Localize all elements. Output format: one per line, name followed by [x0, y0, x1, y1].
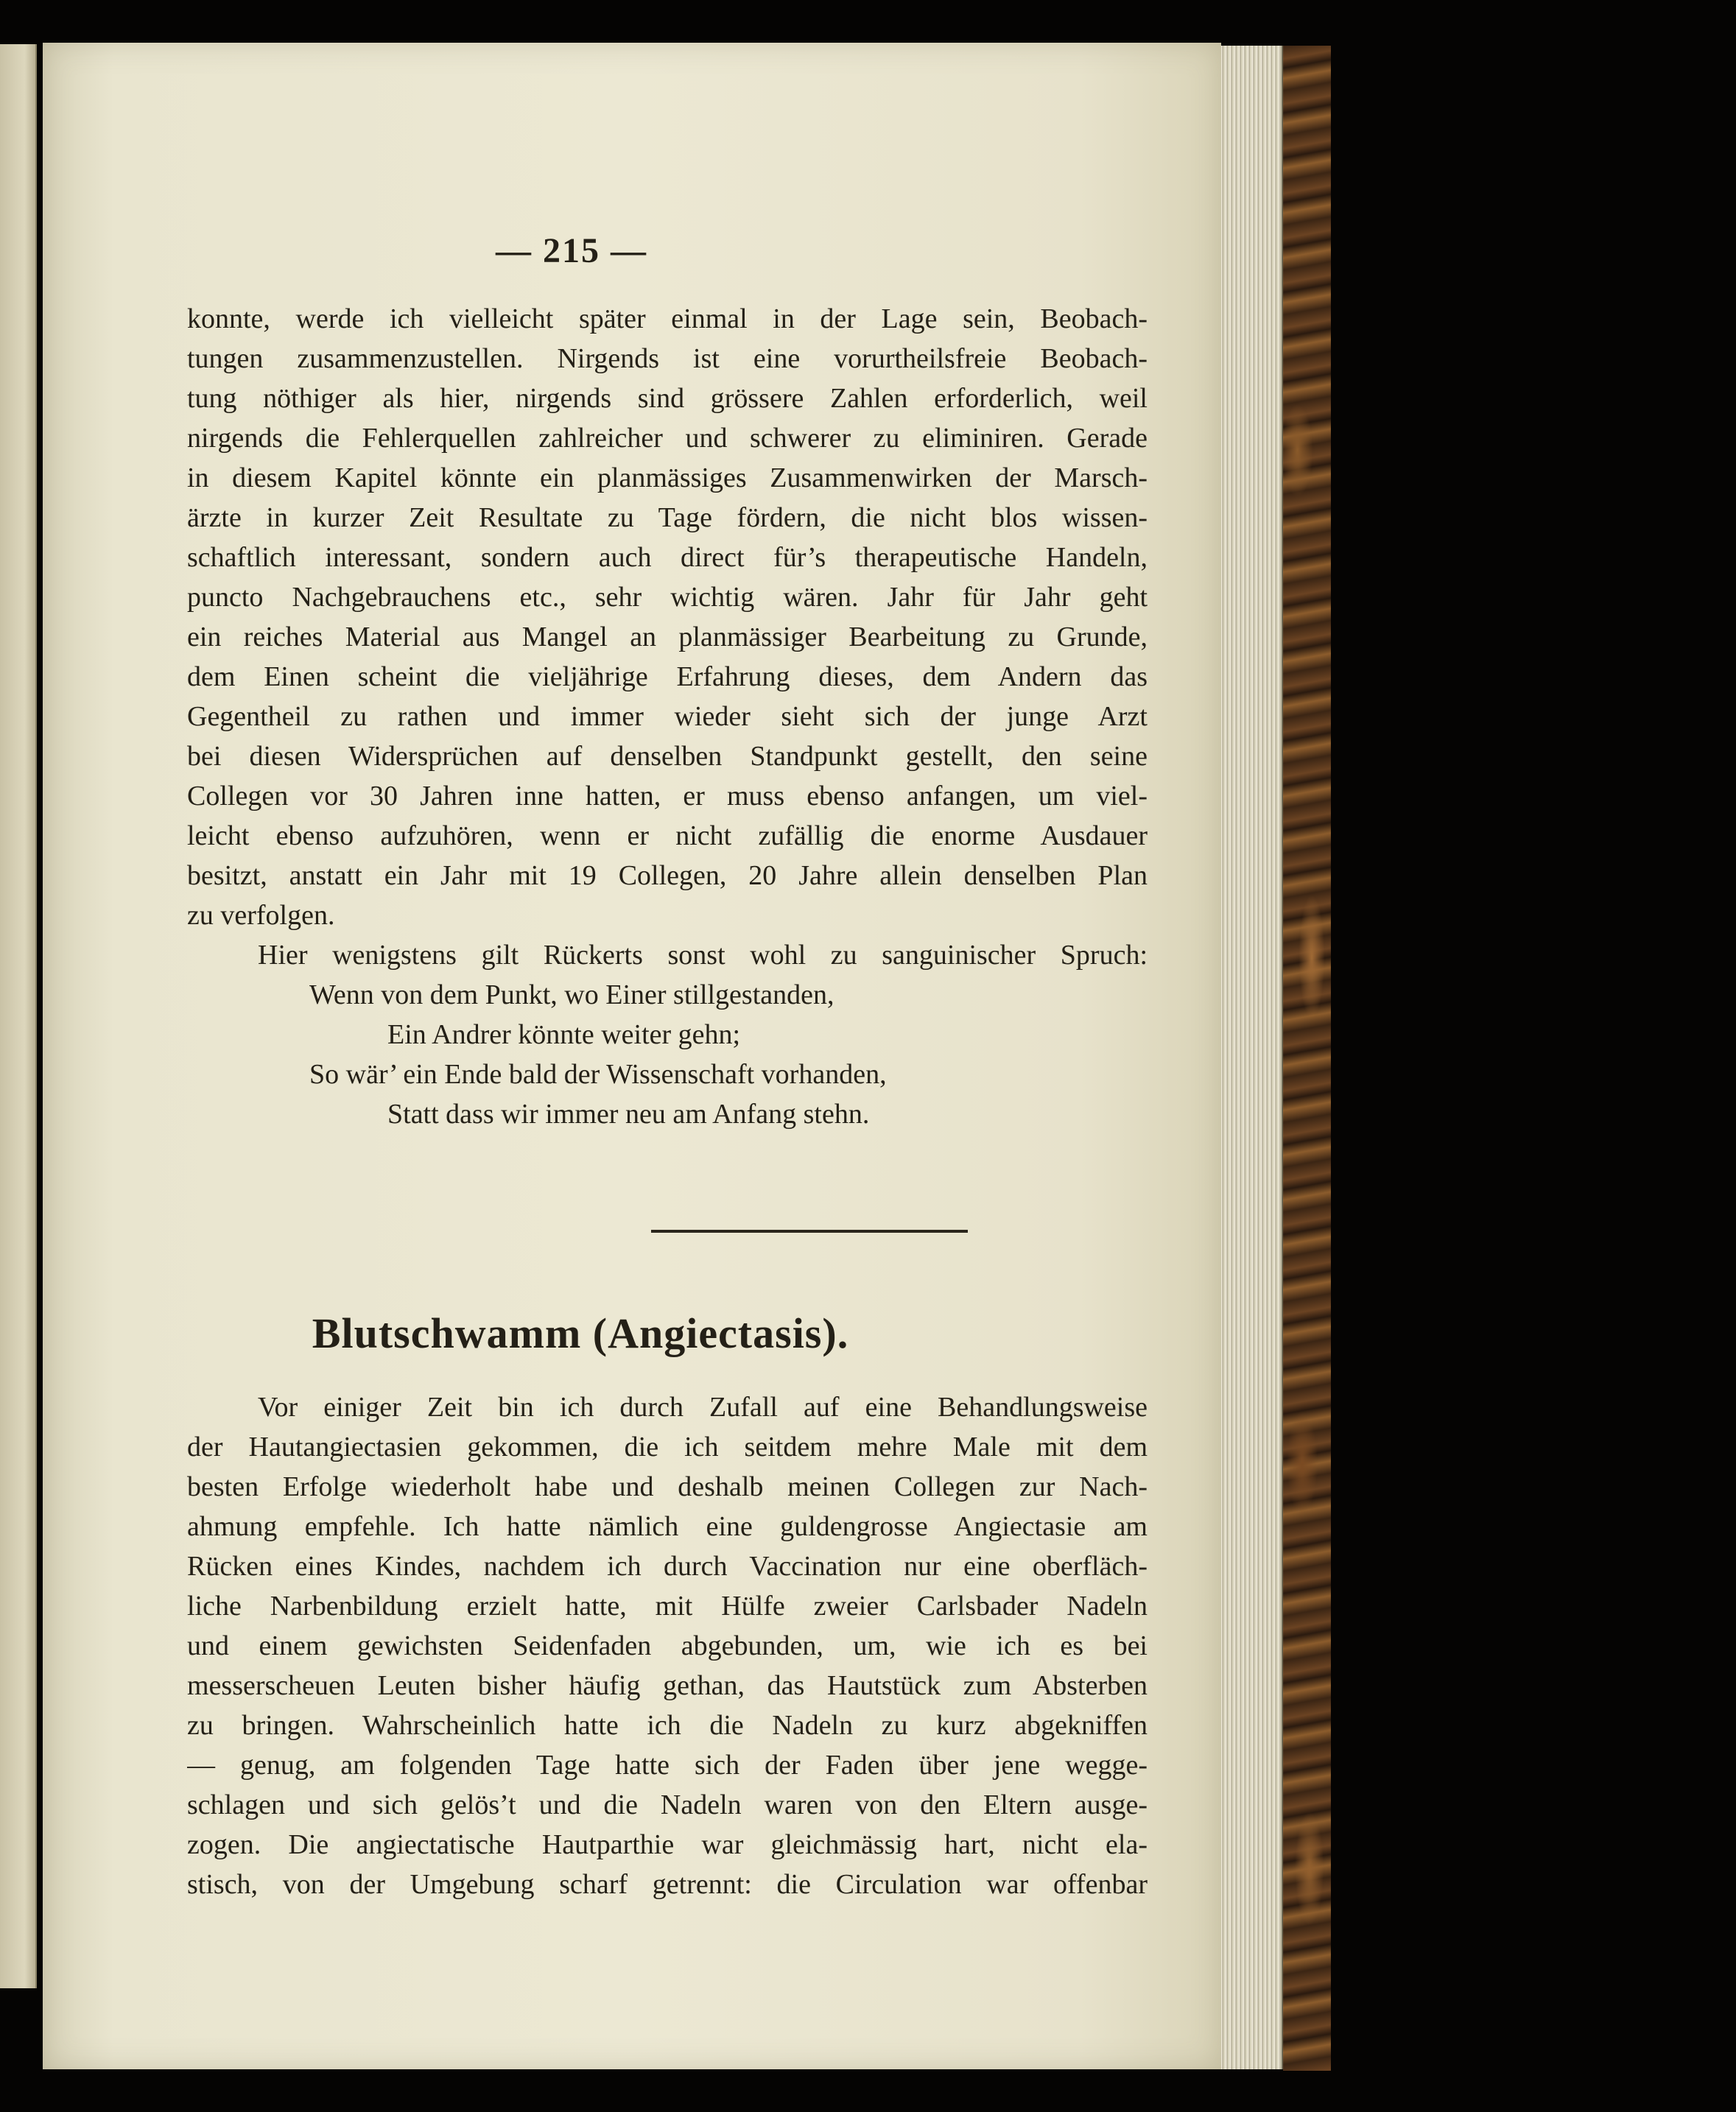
text-line: konnte, werde ich vielleicht später einmal in der Lage sein, Beobach-	[187, 303, 1148, 334]
text-line: zogen. Die angiectatische Hautparthie war gleichmässig hart, nicht ela-	[187, 1829, 1148, 1860]
verse-line: Wenn von dem Punkt, wo Einer stillgestanden,	[309, 979, 834, 1010]
text-line: schaftlich interessant, sondern auch direct für’s therapeutische Handeln,	[187, 542, 1148, 573]
text-line: und einem gewichsten Seidenfaden abgebunden, um, wie ich es bei	[187, 1630, 1148, 1661]
previous-page-edge	[0, 44, 37, 1988]
text-line: ahmung empfehle. Ich hatte nämlich eine guldengrosse Angiectasie am	[187, 1511, 1148, 1542]
text-line: Vor einiger Zeit bin ich durch Zufall auf eine Behandlungsweise	[258, 1392, 1148, 1423]
quote-intro: Hier wenigstens gilt Rückerts sonst wohl zu sanguinischer Spruch:	[258, 940, 1148, 971]
text-line: messerscheuen Leuten bisher häufig gethan, das Hautstück zum Absterben	[187, 1670, 1148, 1701]
text-line: — genug, am folgenden Tage hatte sich der Faden über jene wegge-	[187, 1750, 1148, 1781]
text-line: tungen zusammenzustellen. Nirgends ist eine vorurtheilsfreie Beobach-	[187, 343, 1148, 374]
marbled-book-cover	[1283, 46, 1331, 2071]
text-line: Rücken eines Kindes, nachdem ich durch Vaccination nur eine oberfläch-	[187, 1551, 1148, 1582]
book-page	[43, 43, 1221, 2069]
text-line: bei diesen Widersprüchen auf denselben Standpunkt gestellt, den seine	[187, 741, 1148, 772]
verse-line: Statt dass wir immer neu am Anfang stehn.	[387, 1099, 870, 1130]
page-number: — 215 —	[496, 231, 647, 270]
text-line: tung nöthiger als hier, nirgends sind grössere Zahlen erforderlich, weil	[187, 383, 1148, 414]
text-line: besitzt, anstatt ein Jahr mit 19 Collegen, 20 Jahre allein denselben Plan	[187, 860, 1148, 891]
text-line: der Hautangiectasien gekommen, die ich seitdem mehre Male mit dem	[187, 1432, 1148, 1462]
text-line: zu verfolgen.	[187, 900, 335, 931]
verse-line: So wär’ ein Ende bald der Wissenschaft vorhanden,	[309, 1059, 887, 1090]
text-line: leicht ebenso aufzuhören, wenn er nicht zufällig die enorme Ausdauer	[187, 820, 1148, 851]
text-line: in diesem Kapitel könnte ein planmässiges Zusammenwirken der Marsch-	[187, 462, 1148, 493]
page-stack-edges	[1215, 46, 1284, 2069]
text-line: ärzte in kurzer Zeit Resultate zu Tage fördern, die nicht blos wissen-	[187, 502, 1148, 533]
text-line: zu bringen. Wahrscheinlich hatte ich die Nadeln zu kurz abgekniffen	[187, 1710, 1148, 1741]
section-separator	[651, 1230, 968, 1233]
text-line: Gegentheil zu rathen und immer wieder sieht sich der junge Arzt	[187, 701, 1148, 732]
section-heading: Blutschwamm (Angiectasis).	[312, 1309, 849, 1357]
text-line: stisch, von der Umgebung scharf getrennt: die Circulation war offenbar	[187, 1869, 1148, 1900]
text-line: Collegen vor 30 Jahren inne hatten, er muss ebenso anfangen, um viel-	[187, 781, 1148, 812]
text-line: schlagen und sich gelös’t und die Nadeln waren von den Eltern ausge-	[187, 1789, 1148, 1820]
verse-line: Ein Andrer könnte weiter gehn;	[387, 1019, 741, 1050]
text-line: besten Erfolge wiederholt habe und deshalb meinen Collegen zur Nach-	[187, 1471, 1148, 1502]
text-line: ein reiches Material aus Mangel an planmässiger Bearbeitung zu Grunde,	[187, 622, 1148, 652]
text-line: nirgends die Fehlerquellen zahlreicher und schwerer zu eliminiren. Gerade	[187, 423, 1148, 454]
text-line: liche Narbenbildung erzielt hatte, mit Hülfe zweier Carlsbader Nadeln	[187, 1591, 1148, 1622]
text-line: dem Einen scheint die vieljährige Erfahrung dieses, dem Andern das	[187, 661, 1148, 692]
text-line: puncto Nachgebrauchens etc., sehr wichtig wären. Jahr für Jahr geht	[187, 582, 1148, 613]
